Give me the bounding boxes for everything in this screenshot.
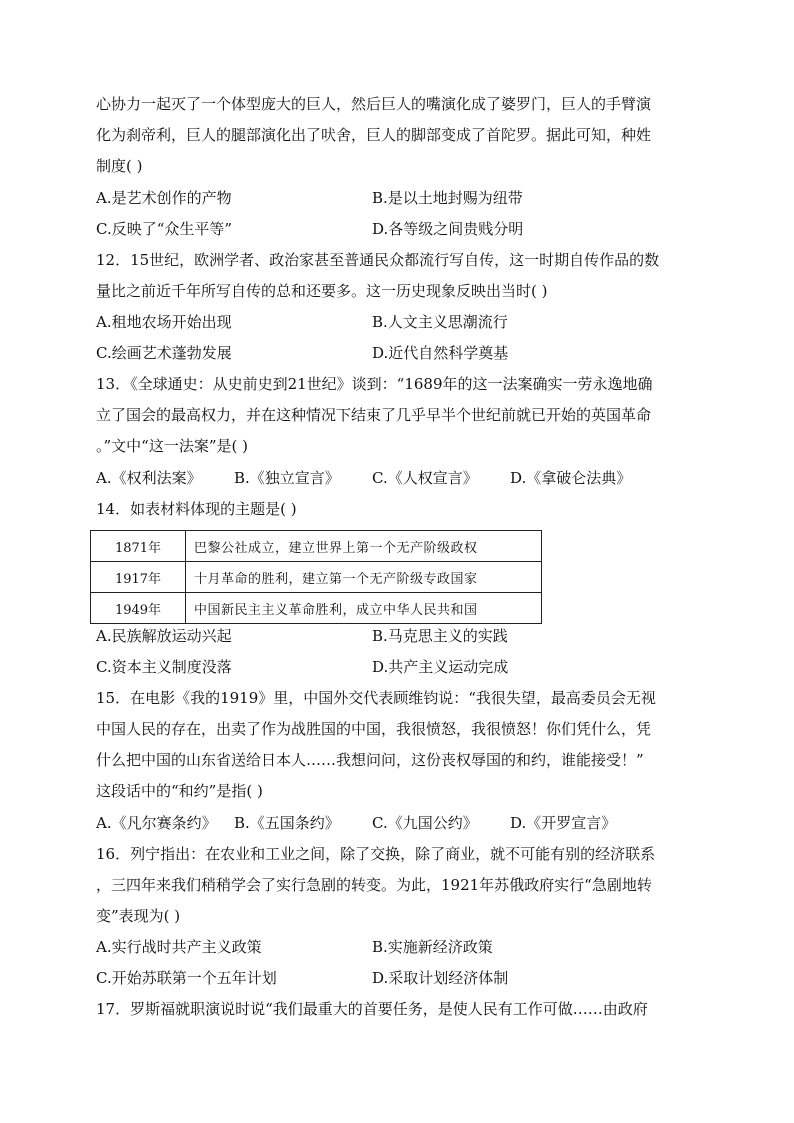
q13-option-b[interactable]: B.《独立宣言》: [234, 469, 340, 487]
table-year-cell: 1871年: [91, 531, 186, 562]
q14-material-table: [90, 530, 542, 624]
q16-stem-line: 变”表现为( ): [96, 907, 181, 925]
q16-option-a[interactable]: A.实行战时共产主义政策: [96, 938, 262, 956]
q11-option-b[interactable]: B.是以土地封赐为纽带: [372, 189, 523, 207]
q16-options-row: [96, 936, 696, 958]
q16-option-d[interactable]: D.采取计划经济体制: [372, 969, 509, 987]
q13-option-d[interactable]: D.《拿破仑法典》: [510, 469, 632, 487]
q16-option-b[interactable]: B.实施新经济政策: [372, 938, 493, 956]
q16-stem-line: 16．列宁指出：在农业和工业之间，除了交换，除了商业，就不可能有别的经济联系: [96, 845, 656, 863]
q14-options-row: [96, 625, 696, 647]
table-row: [91, 531, 542, 562]
q16-options-row: [96, 967, 696, 989]
q16-option-c[interactable]: C.开始苏联第一个五年计划: [96, 969, 277, 987]
q15-option-d[interactable]: D.《开罗宣言》: [510, 814, 617, 832]
q13-stem-line: 13．《全球通史：从史前史到21世纪》谈到：“1689年的这一法案确实一劳永逸地确: [96, 375, 653, 393]
q16-stem-line: ，三四年来我们稍稍学会了实行急剧的转变。为此，1921年苏俄政府实行“急剧地转: [96, 876, 652, 894]
table-year-cell: 1949年: [91, 593, 186, 624]
q12-option-b[interactable]: B.人文主义思潮流行: [372, 313, 508, 331]
table-row: [91, 562, 542, 593]
table-event-cell: 中国新民主主义革命胜利，成立中华人民共和国: [186, 593, 542, 624]
table-year-cell: 1917年: [91, 562, 186, 593]
q11-options-row: [96, 187, 696, 209]
q14-option-c[interactable]: C.资本主义制度没落: [96, 658, 232, 676]
q11-option-c[interactable]: C.反映了“众生平等”: [96, 220, 233, 238]
q15-stem-line: 15．在电影《我的1919》里，中国外交代表顾维钧说：“我很失望，最高委员会无视: [96, 689, 656, 707]
q15-stem-line: 什么把中国的山东省送给日本人……我想问问，这份丧权辱国的和约，谁能接受！”: [96, 751, 644, 769]
q14-stem-line: 14．如表材料体现的主题是( ): [96, 500, 297, 518]
q14-option-d[interactable]: D.共产主义运动完成: [372, 658, 509, 676]
q12-option-d[interactable]: D.近代自然科学奠基: [372, 344, 509, 362]
table-row: [91, 593, 542, 624]
q12-option-c[interactable]: C.绘画艺术蓬勃发展: [96, 344, 232, 362]
q13-option-c[interactable]: C.《人权宣言》: [372, 469, 478, 487]
q15-stem-line: 这段话中的“和约”是指( ): [96, 782, 263, 800]
q12-option-a[interactable]: A.租地农场开始出现: [96, 313, 232, 331]
q12-options-row: [96, 311, 696, 333]
q13-options-row: [96, 467, 696, 489]
q11-stem-line: 制度( ): [96, 157, 143, 175]
q13-stem-line: 立了国会的最高权力，并在这种情况下结束了几乎早半个世纪前就已开始的英国革命: [96, 406, 652, 424]
q13-option-a[interactable]: A.《权利法案》: [96, 469, 202, 487]
q15-options-row: [96, 812, 696, 834]
q15-option-c[interactable]: C.《九国公约》: [372, 814, 478, 832]
q17-stem-line: 17．罗斯福就职演说时说“我们最重大的首要任务，是使人民有工作可做……由政府: [96, 1000, 648, 1018]
table-event-cell: 巴黎公社成立，建立世界上第一个无产阶级政权: [186, 531, 542, 562]
q15-stem-line: 中国人民的存在，出卖了作为战胜国的中国，我很愤怒，我很愤怒！你们凭什么，凭: [96, 720, 652, 738]
q15-option-b[interactable]: B.《五国条约》: [234, 814, 340, 832]
q11-stem-line: 化为刹帝利，巨人的腿部演化出了吠舍，巨人的脚部变成了首陀罗。据此可知，种姓: [96, 126, 652, 144]
q15-option-a[interactable]: A.《凡尔赛条约》: [96, 814, 217, 832]
q11-stem-line: 心协力一起灭了一个体型庞大的巨人，然后巨人的嘴演化成了婆罗门，巨人的手臂演: [96, 95, 652, 113]
q11-option-d[interactable]: D.各等级之间贵贱分明: [372, 220, 524, 238]
q14-options-row: [96, 656, 696, 678]
table-event-cell: 十月革命的胜利，建立第一个无产阶级专政国家: [186, 562, 542, 593]
q12-stem-line: 12．15世纪，欧洲学者、政治家甚至普通民众都流行写自传，这一时期自传作品的数: [96, 251, 660, 269]
q11-options-row: [96, 218, 696, 240]
q14-option-b[interactable]: B.马克思主义的实践: [372, 627, 508, 645]
q11-option-a[interactable]: A.是艺术创作的产物: [96, 189, 232, 207]
q13-stem-line: 。”文中“这一法案”是( ): [96, 437, 248, 455]
q14-option-a[interactable]: A.民族解放运动兴起: [96, 627, 232, 645]
q12-stem-line: 量比之前近千年所写自传的总和还要多。这一历史现象反映出当时( ): [96, 282, 548, 300]
q12-options-row: [96, 342, 696, 364]
